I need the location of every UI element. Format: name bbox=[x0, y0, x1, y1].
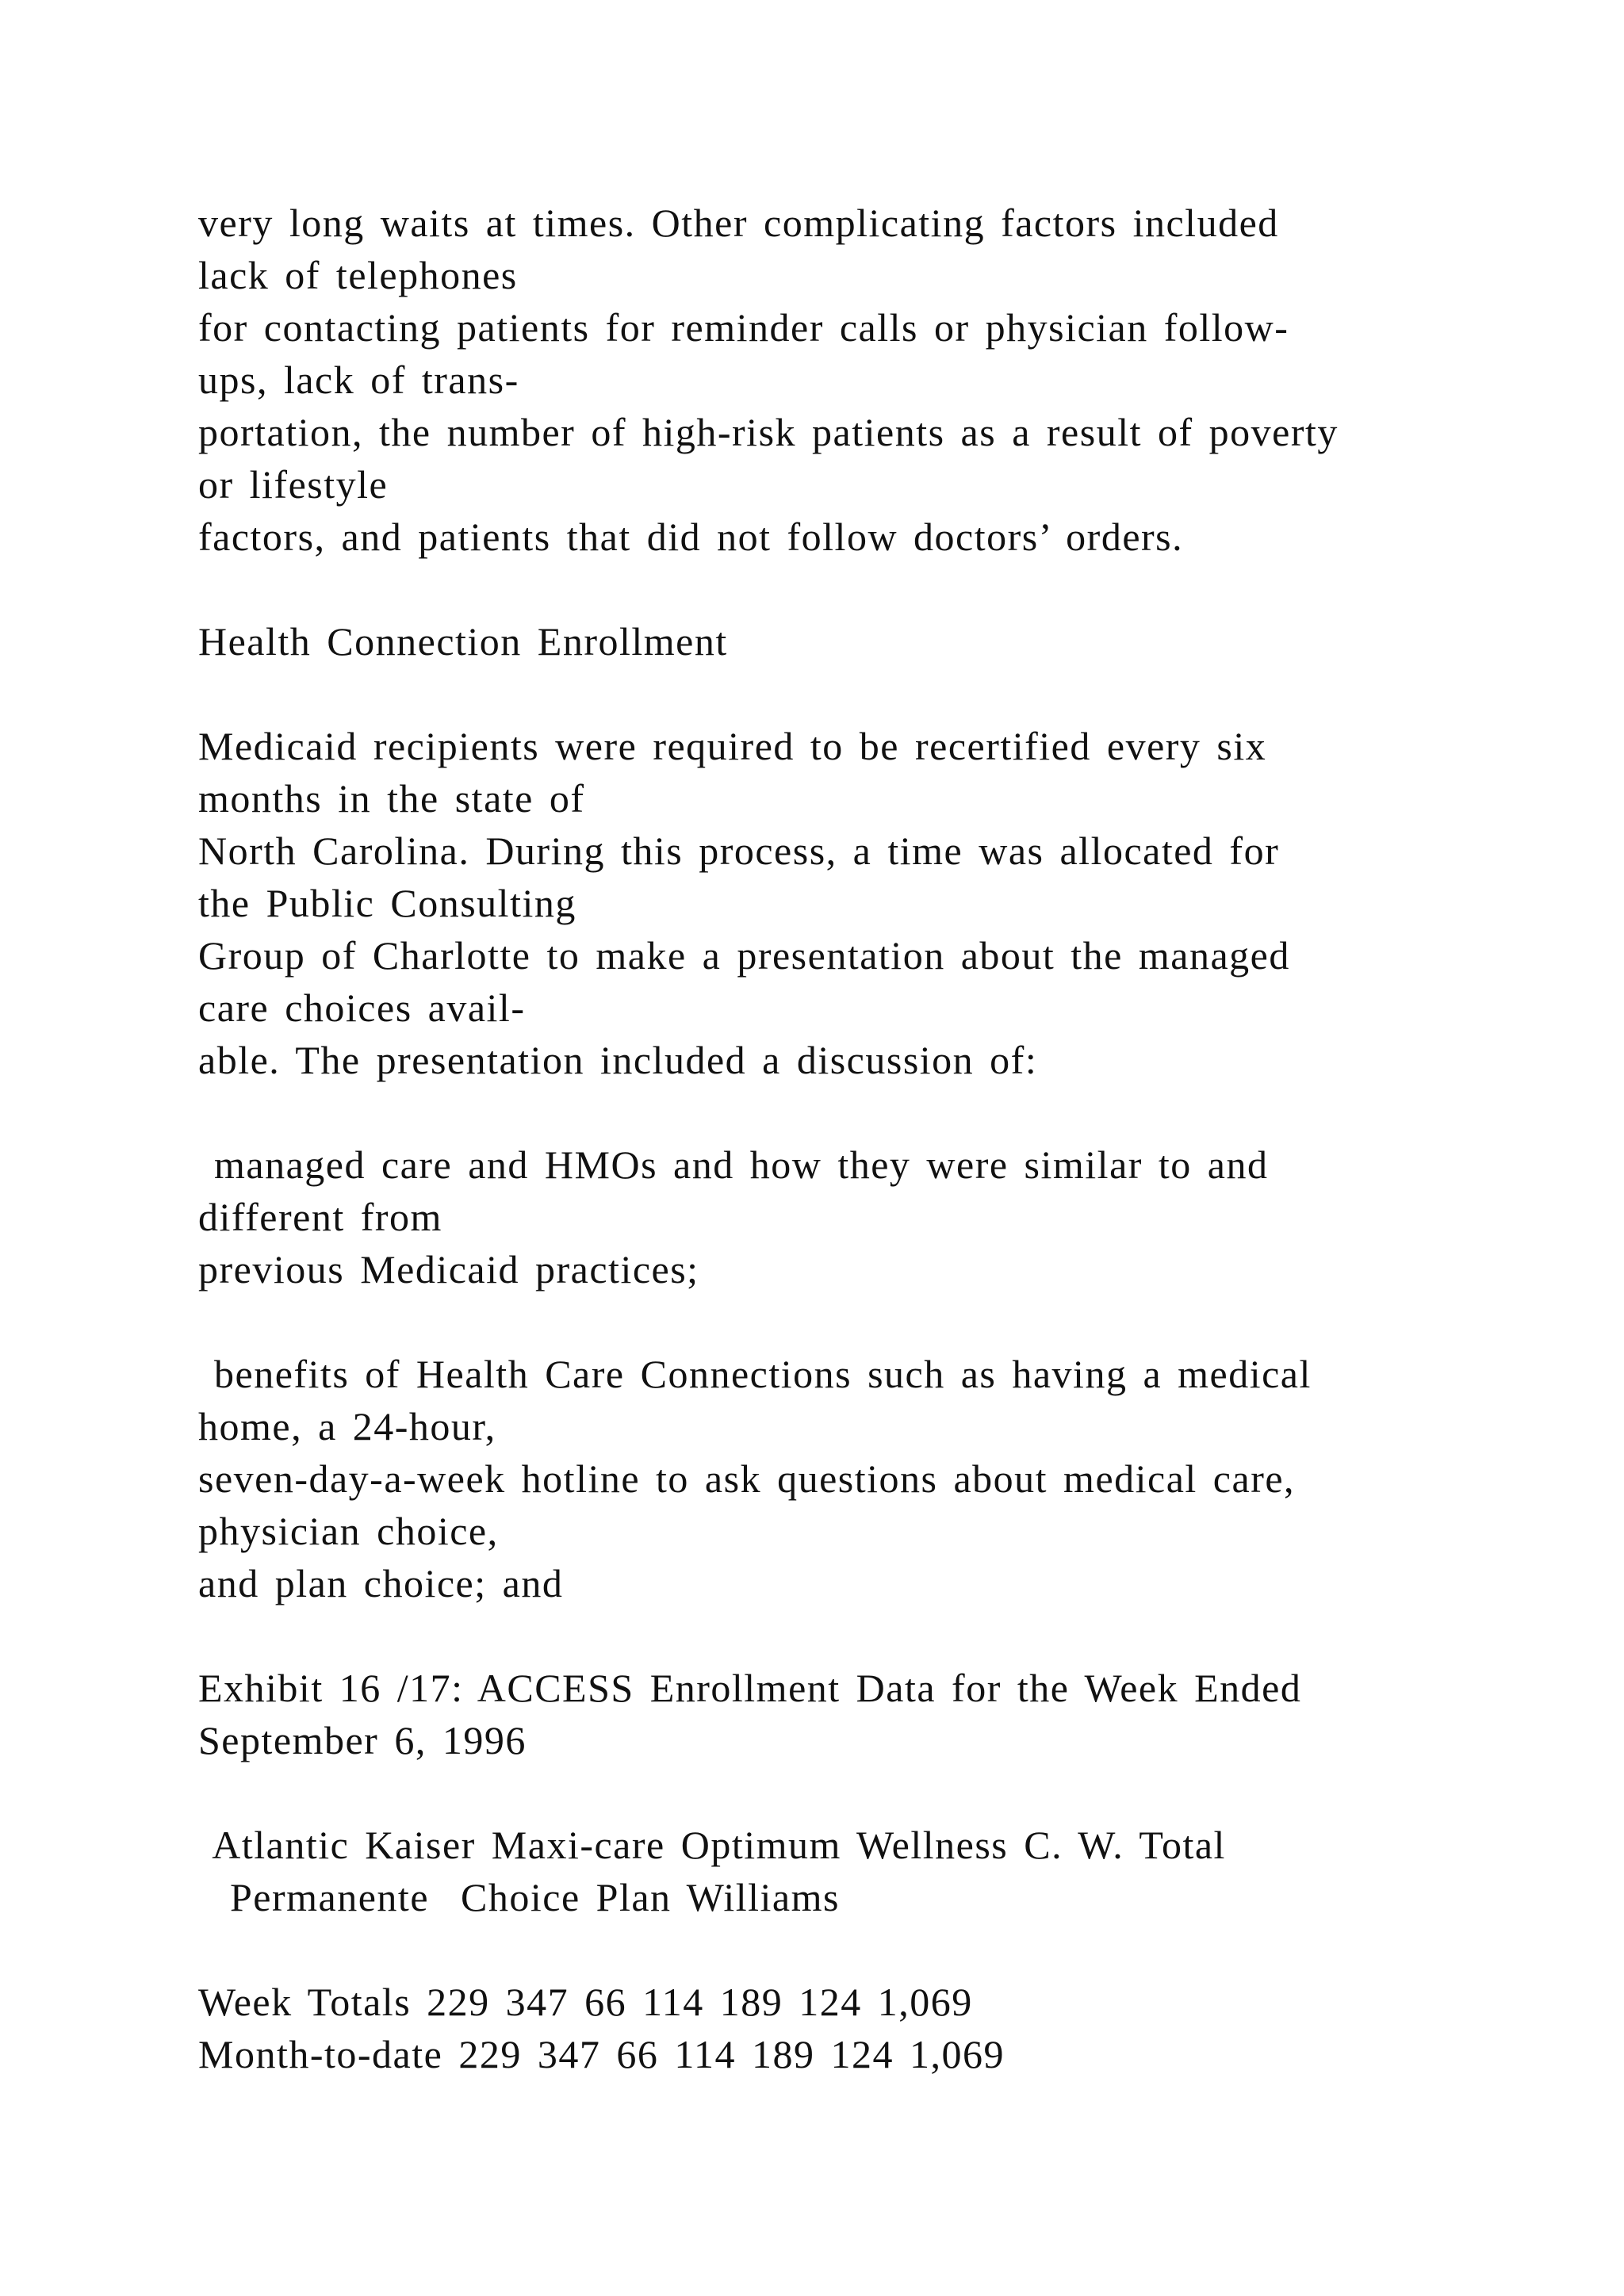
table-header-line: Permanente Choice Plan Williams bbox=[198, 1875, 840, 1919]
text-line: months in the state of bbox=[198, 776, 585, 821]
table-header-line: Atlantic Kaiser Maxi-care Optimum Wellness C. W. Total bbox=[198, 1823, 1226, 1867]
text-line: able. The presentation included a discussion of: bbox=[198, 1038, 1038, 1082]
list-item-line: benefits of Health Care Connections such as having a medical bbox=[198, 1352, 1312, 1396]
list-item-line: home, a 24-hour, bbox=[198, 1404, 496, 1448]
list-item-line: seven-day-a-week hotline to ask questions about medical care, bbox=[198, 1456, 1296, 1501]
list-item-line: physician choice, bbox=[198, 1509, 499, 1553]
exhibit-title: Exhibit 16 /17: ACCESS Enrollment Data for the Week Ended bbox=[198, 1666, 1302, 1710]
text-line: the Public Consulting bbox=[198, 881, 576, 925]
exhibit-title: September 6, 1996 bbox=[198, 1718, 527, 1762]
list-item-line: different from bbox=[198, 1195, 442, 1239]
text-line: very long waits at times. Other complicating factors included bbox=[198, 201, 1279, 245]
section-heading: Health Connection Enrollment bbox=[198, 619, 728, 664]
text-line: or lifestyle bbox=[198, 462, 389, 507]
text-line: lack of telephones bbox=[198, 253, 518, 297]
table-row: Week Totals 229 347 66 114 189 124 1,069 bbox=[198, 1980, 973, 2024]
text-line: Medicaid recipients were required to be recertified every six bbox=[198, 724, 1267, 768]
list-item-line: previous Medicaid practices; bbox=[198, 1247, 699, 1292]
table-row: Month-to-date 229 347 66 114 189 124 1,069 bbox=[198, 2032, 1005, 2076]
list-item-line: managed care and HMOs and how they were similar to and bbox=[198, 1142, 1269, 1187]
text-line: care choices avail- bbox=[198, 985, 526, 1030]
text-line: portation, the number of high-risk patients as a result of poverty bbox=[198, 410, 1339, 454]
text-line: for contacting patients for reminder calls or physician follow- bbox=[198, 305, 1289, 350]
text-line: North Carolina. During this process, a time was allocated for bbox=[198, 828, 1280, 873]
text-line: ups, lack of trans- bbox=[198, 358, 519, 402]
text-line: factors, and patients that did not follow doctors’ orders. bbox=[198, 515, 1184, 559]
text-line: Group of Charlotte to make a presentation about the managed bbox=[198, 933, 1290, 978]
list-item-line: and plan choice; and bbox=[198, 1561, 564, 1605]
